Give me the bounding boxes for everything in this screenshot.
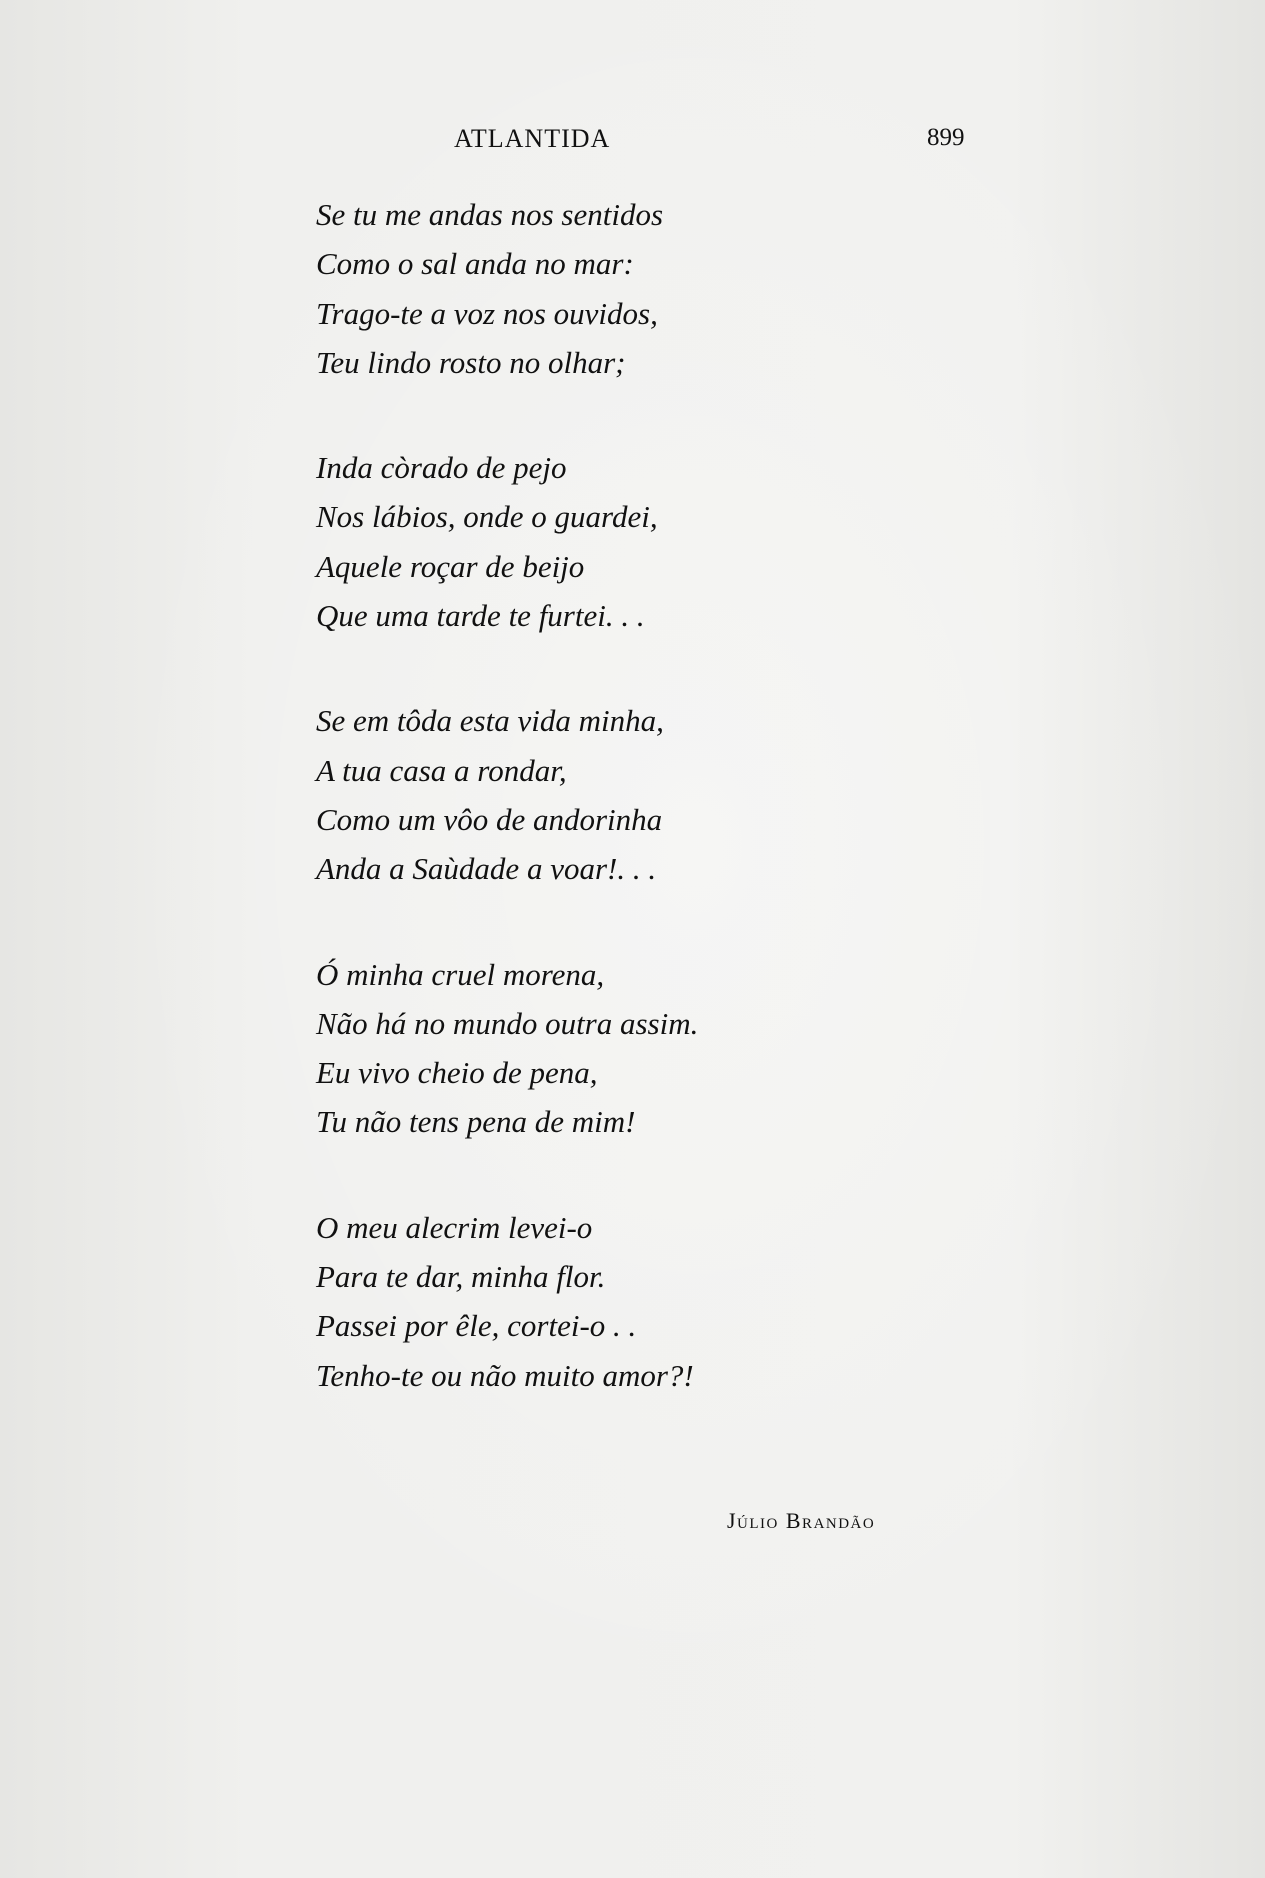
poem-line: Eu vivo cheio de pena,	[316, 1055, 598, 1091]
poem	[316, 190, 956, 1456]
poem-line: Como o sal anda no mar:	[316, 246, 634, 282]
poem-line: Não há no mundo outra assim.	[316, 1005, 699, 1041]
poem-line: Se tu me andas nos sentidos	[316, 197, 664, 232]
stanza-1	[316, 190, 956, 387]
poem-line: Para te dar, minha flor.	[316, 1259, 606, 1295]
poem-line: O meu alecrim levei-o	[316, 1209, 593, 1245]
stanza-3	[316, 696, 956, 893]
page-header	[0, 124, 1265, 164]
poem-line: Inda còrado de pejo	[316, 450, 567, 486]
stanza-4	[316, 950, 956, 1147]
running-title: ATLANTIDA	[454, 124, 611, 153]
poem-line: Anda a Saùdade a voar!. . .	[316, 851, 657, 887]
poem-line: A tua casa a rondar,	[316, 752, 567, 788]
poem-line: Tenho-te ou não muito amor?!	[316, 1357, 694, 1393]
poem-line: Ó minha cruel morena,	[316, 956, 605, 992]
author-signature: Júlio Brandão	[727, 1508, 876, 1533]
poem-line: Se em tôda esta vida minha,	[316, 703, 664, 739]
poem-line: Como um vôo de andorinha	[316, 801, 663, 837]
stanza-5	[316, 1203, 956, 1400]
poem-line: Nos lábios, onde o guardei,	[316, 499, 658, 535]
poem-line: Passei por êle, cortei-o . .	[316, 1308, 637, 1344]
poem-line: Trago-te a voz nos ouvidos,	[316, 295, 658, 331]
poem-line: Que uma tarde te furtei. . .	[316, 598, 645, 634]
page-number: 899	[927, 124, 965, 151]
stanza-2	[316, 443, 956, 640]
poem-line: Teu lindo rosto no olhar;	[316, 344, 626, 380]
poem-line: Aquele roçar de beijo	[316, 548, 585, 584]
poem-line: Tu não tens pena de mim!	[316, 1104, 636, 1140]
